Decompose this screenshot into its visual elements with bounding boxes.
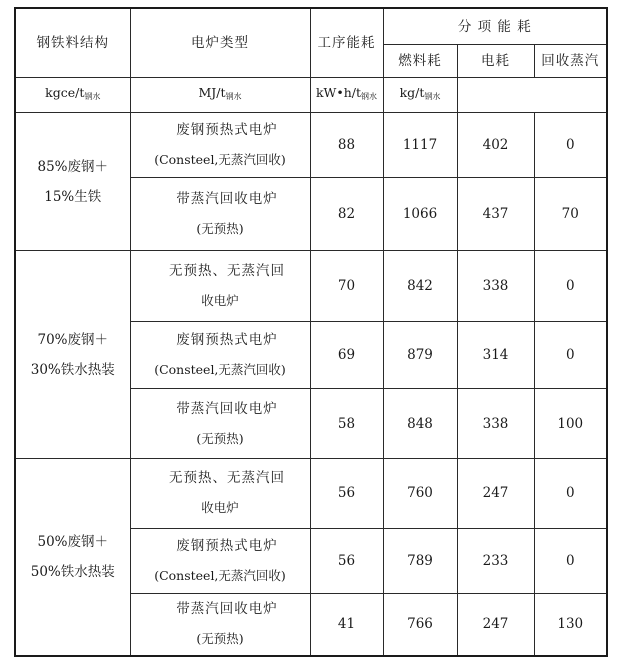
furnace-type-cell: 废钢预热式电炉 (Consteel,无蒸汽回收) — [130, 322, 310, 389]
furnace-type-cell: 带蒸汽回收电炉 (无预热) — [130, 593, 310, 656]
header-steam: 回收蒸汽 — [534, 45, 607, 78]
fuel-value: 760 — [383, 459, 457, 528]
furnace-type-cell: 无预热、无蒸汽回 收电炉 — [130, 251, 310, 322]
fuel-value: 879 — [383, 322, 457, 389]
electricity-value: 314 — [457, 322, 534, 389]
electricity-value: 338 — [457, 389, 534, 459]
table-row — [15, 113, 607, 178]
electricity-value: 247 — [457, 593, 534, 656]
unit-electricity: $kW•h/t_{钢水}$ — [310, 77, 383, 113]
steam-value: 0 — [534, 251, 607, 322]
furnace-type-cell: 废钢预热式电炉 (Consteel,无蒸汽回收) — [130, 113, 310, 178]
steam-value: 70 — [534, 178, 607, 251]
furnace-type-cell: 废钢预热式电炉 (Consteel,无蒸汽回收) — [130, 528, 310, 593]
unit-process-energy: kgce/$t_{钢水}$ — [15, 77, 130, 113]
process-energy-value: 56 — [310, 459, 383, 528]
process-energy-value: 82 — [310, 178, 383, 251]
steam-value: 0 — [534, 322, 607, 389]
fuel-value: 1066 — [383, 178, 457, 251]
furnace-type-cell: 无预热、无蒸汽回 收电炉 — [130, 459, 310, 528]
fuel-value: 1117 — [383, 113, 457, 178]
electricity-value: 338 — [457, 251, 534, 322]
table-row — [15, 251, 607, 322]
electricity-value: 233 — [457, 528, 534, 593]
process-energy-value: 56 — [310, 528, 383, 593]
steam-value: 100 — [534, 389, 607, 459]
steam-value: 0 — [534, 528, 607, 593]
process-energy-value: 58 — [310, 389, 383, 459]
process-energy-value: 41 — [310, 593, 383, 656]
electricity-value: 402 — [457, 113, 534, 178]
electricity-value: 247 — [457, 459, 534, 528]
header-structure: 钢铁料结构 — [15, 8, 130, 77]
furnace-type-cell: 带蒸汽回收电炉 (无预热) — [130, 389, 310, 459]
header-process-energy: 工序能耗 — [310, 8, 383, 77]
energy-consumption-table — [14, 7, 608, 657]
fuel-value: 842 — [383, 251, 457, 322]
structure-cell: 85%废钢＋ 15%生铁 — [15, 113, 130, 251]
header-furnace-type: 电炉类型 — [130, 8, 310, 77]
steam-value: 130 — [534, 593, 607, 656]
table-row — [15, 459, 607, 528]
structure-cell: 70%废钢＋ 30%铁水热装 — [15, 251, 130, 459]
process-energy-value: 88 — [310, 113, 383, 178]
fuel-value: 848 — [383, 389, 457, 459]
fuel-value: 766 — [383, 593, 457, 656]
steam-value: 0 — [534, 113, 607, 178]
header-fuel: 燃料耗 — [383, 45, 457, 78]
unit-steam: $kg/t_{钢水}$ — [383, 77, 457, 113]
unit-fuel: $MJ/t_{钢水}$ — [130, 77, 310, 113]
steam-value: 0 — [534, 459, 607, 528]
fuel-value: 789 — [383, 528, 457, 593]
header-electricity: 电耗 — [457, 45, 534, 78]
electricity-value: 437 — [457, 178, 534, 251]
process-energy-value: 70 — [310, 251, 383, 322]
furnace-type-cell: 带蒸汽回收电炉 (无预热) — [130, 178, 310, 251]
structure-cell: 50%废钢＋ 50%铁水热装 — [15, 459, 130, 656]
process-energy-value: 69 — [310, 322, 383, 389]
header-sub-energy: 分 项 能 耗 — [383, 8, 607, 45]
